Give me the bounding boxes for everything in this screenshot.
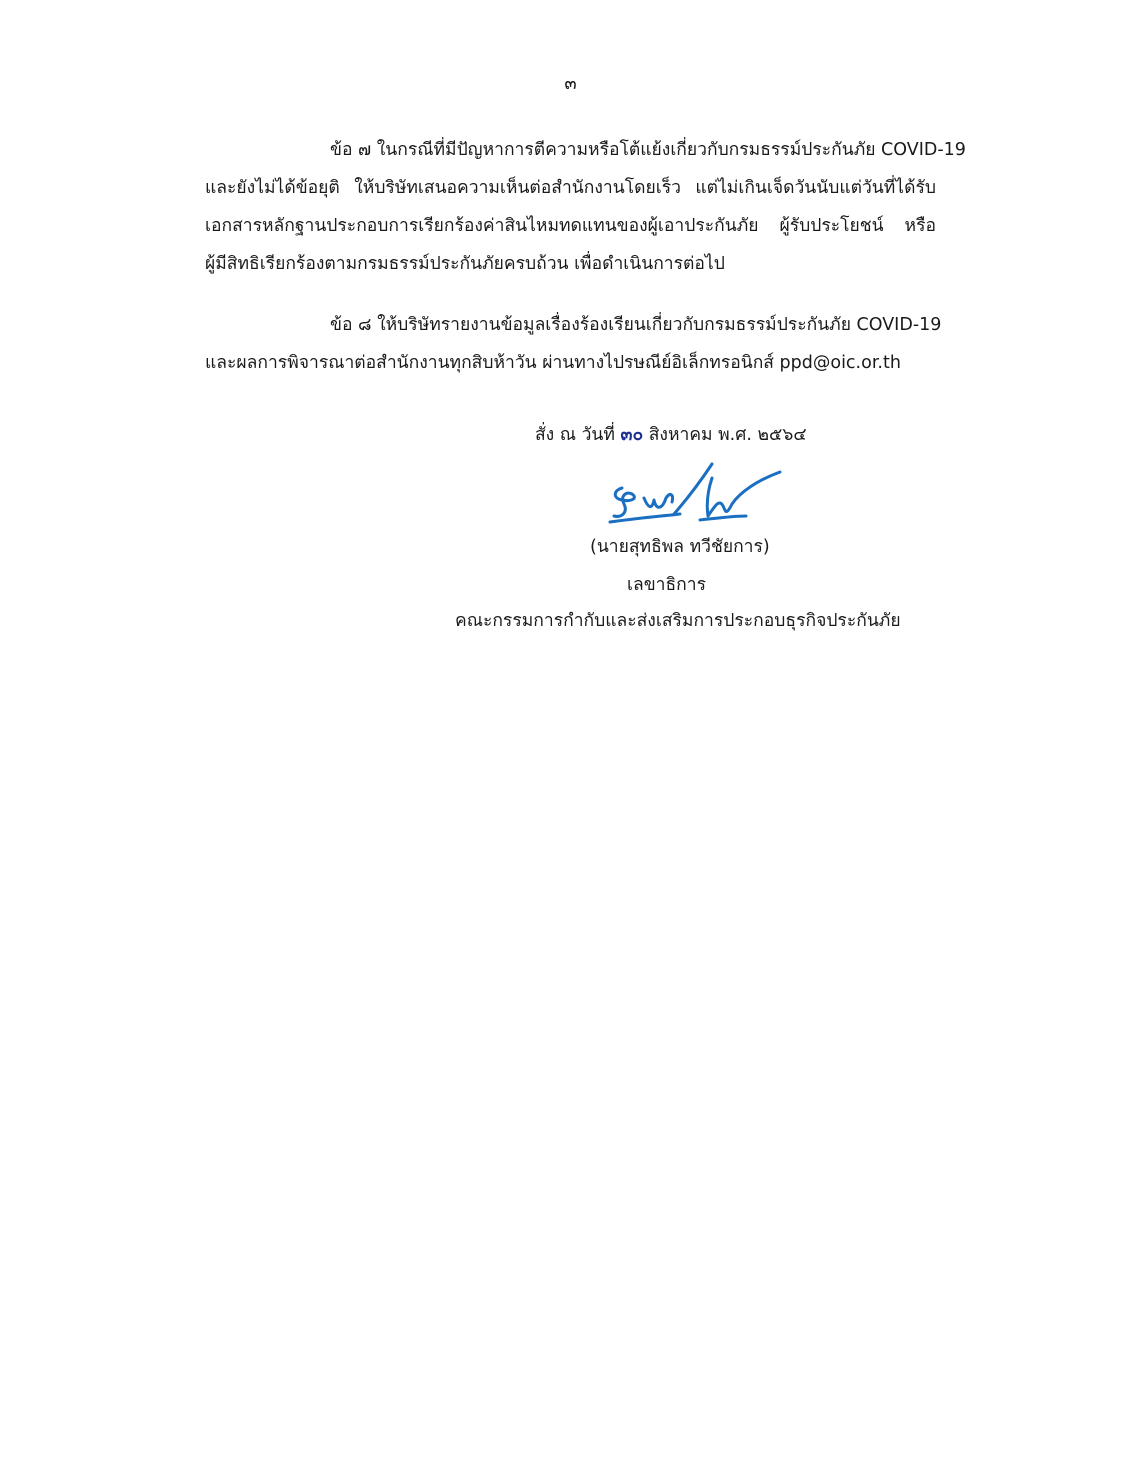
- clause-8-line: และผลการพิจารณาต่อสำนักงานทุกสิบห้าวัน ผ่านทางไปรษณีย์อิเล็กทรอนิกส์ ppd@oic.or.th: [205, 353, 901, 373]
- signer-organization: คณะกรรมการกำกับและส่งเสริมการประกอบธุรกิจประกันภัย: [455, 611, 901, 631]
- signer-name: (นายสุทธิพล ทวีชัยการ): [590, 537, 770, 557]
- signature: [608, 458, 788, 530]
- order-date-day: ๓๐: [620, 425, 644, 445]
- order-date-prefix: สั่ง ณ วันที่: [535, 425, 615, 445]
- clause-7: [205, 131, 966, 283]
- clause-7-line: ผู้มีสิทธิเรียกร้องตามกรมธรรม์ประกันภัยครบถ้วน เพื่อดำเนินการต่อไป: [205, 254, 725, 274]
- order-date: [535, 420, 807, 448]
- page-number: ๓: [564, 73, 577, 94]
- signer-position: เลขาธิการ: [627, 575, 706, 595]
- clause-7-line: และยังไม่ได้ข้อยุติ ให้บริษัทเสนอความเห็นต่อสำนักงานโดยเร็ว แต่ไม่เกินเจ็ดวันนับแต่วันที่ได้รับ: [205, 178, 936, 198]
- clause-7-line: เอกสารหลักฐานประกอบการเรียกร้องค่าสินไหมทดแทนของผู้เอาประกันภัย ผู้รับประโยชน์ หรือ: [205, 216, 936, 236]
- clause-7-line: ข้อ ๗ ในกรณีที่มีปัญหาการตีความหรือโต้แย้งเกี่ยวกับกรมธรรม์ประกันภัย COVID-19: [330, 140, 966, 160]
- clause-8: [205, 306, 942, 382]
- order-date-month-year: สิงหาคม พ.ศ. ๒๕๖๔: [648, 425, 807, 445]
- clause-8-line: ข้อ ๘ ให้บริษัทรายงานข้อมูลเรื่องร้องเรียนเกี่ยวกับกรมธรรม์ประกันภัย COVID-19: [330, 315, 942, 335]
